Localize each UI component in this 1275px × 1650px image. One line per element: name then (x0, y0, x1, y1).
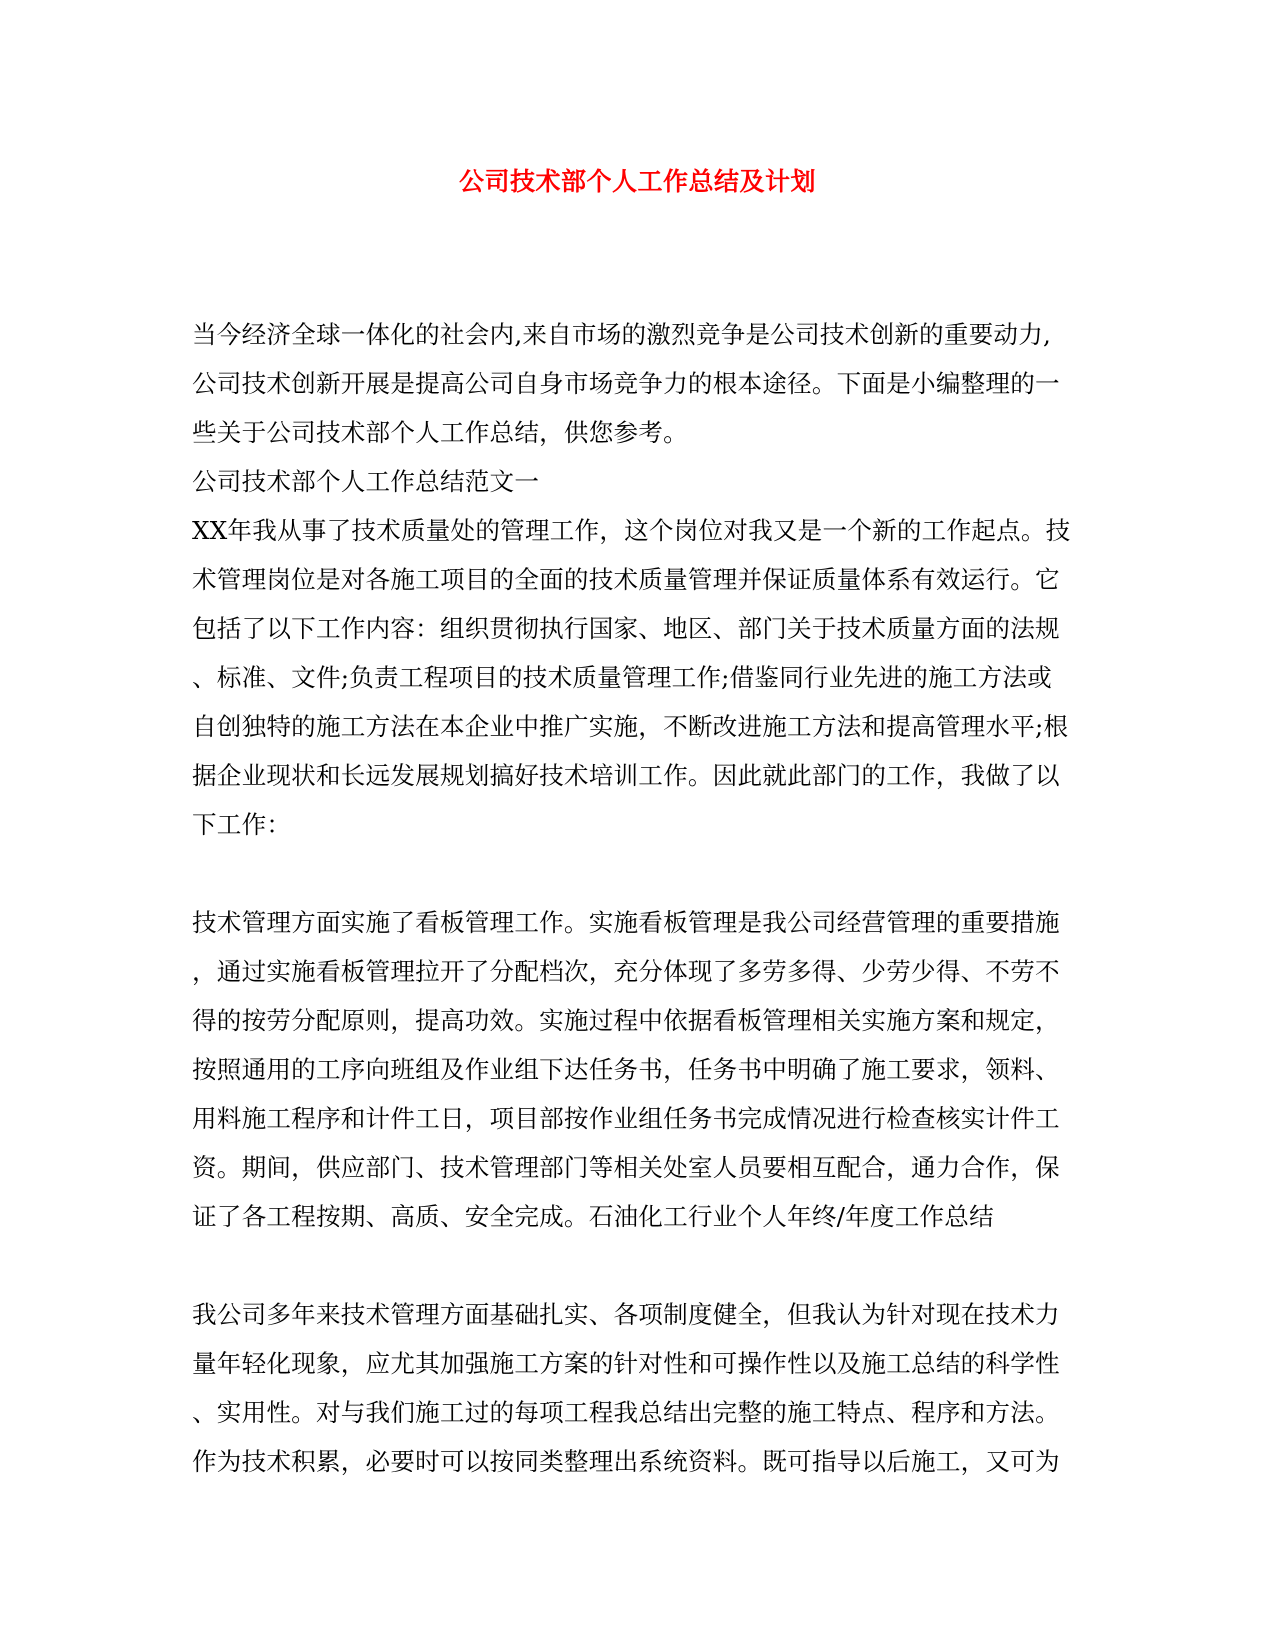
paragraph-work-overview (192, 506, 1080, 849)
text-line: 我公司多年来技术管理方面基础扎实、各项制度健全，但我认为针对现在技术力 (192, 1300, 1060, 1329)
text-line: 术管理岗位是对各施工项目的全面的技术质量管理并保证质量体系有效运行。它 (192, 565, 1060, 594)
section-heading (192, 457, 1080, 506)
paragraph-gap (192, 1241, 1080, 1290)
text-line: 得的按劳分配原则，提高功效。实施过程中依据看板管理相关实施方案和规定， (192, 1006, 1060, 1035)
text-line: 当今经济全球一体化的社会内,来自市场的激烈竞争是公司技术创新的重要动力, (192, 320, 1052, 349)
text-line: 下工作： (192, 810, 292, 839)
text-line: 些关于公司技术部个人工作总结，供您参考。 (192, 418, 688, 447)
text-line: 按照通用的工序向班组及作业组下达任务书，任务书中明确了施工要求，领料、 (192, 1055, 1060, 1084)
text-line: 公司技术部个人工作总结范文一 (192, 467, 540, 496)
text-line: 用料施工程序和计件工日，项目部按作业组任务书完成情况进行检查核实计件工 (192, 1104, 1060, 1133)
text-line: 、实用性。对与我们施工过的每项工程我总结出完整的施工特点、程序和方法。 (192, 1398, 1060, 1427)
text-line: 量年轻化现象，应尤其加强施工方案的针对性和可操作性以及施工总结的科学性 (192, 1349, 1060, 1378)
text-line: 据企业现状和长远发展规划搞好技术培训工作。因此就此部门的工作，我做了以 (192, 761, 1060, 790)
paragraph-technical-management (192, 1290, 1080, 1486)
text-line: 、标准、文件;负责工程项目的技术质量管理工作;借鉴同行业先进的施工方法或 (192, 663, 1052, 692)
paragraph-gap (192, 849, 1080, 898)
text-line: 技术管理方面实施了看板管理工作。实施看板管理是我公司经营管理的重要措施 (192, 908, 1060, 937)
text-line: 自创独特的施工方法在本企业中推广实施，不断改进施工方法和提高管理水平;根 (192, 712, 1069, 741)
paragraph-intro (192, 310, 1080, 457)
text-line: ，通过实施看板管理拉开了分配档次，充分体现了多劳多得、少劳少得、不劳不 (192, 957, 1060, 986)
text-line: 作为技术积累，必要时可以按同类整理出系统资料。既可指导以后施工，又可为 (192, 1447, 1060, 1476)
text-line: XX年我从事了技术质量处的管理工作，这个岗位对我又是一个新的工作起点。技 (192, 516, 1071, 545)
document-title: 公司技术部个人工作总结及计划 (458, 167, 816, 196)
document-body (192, 310, 1080, 1486)
text-line: 公司技术创新开展是提高公司自身市场竞争力的根本途径。下面是小编整理的一 (192, 369, 1060, 398)
text-line: 资。期间，供应部门、技术管理部门等相关处室人员要相互配合，通力合作，保 (192, 1153, 1060, 1182)
paragraph-kanban (192, 898, 1080, 1241)
text-line: 包括了以下工作内容：组织贯彻执行国家、地区、部门关于技术质量方面的法规 (192, 614, 1060, 643)
text-line: 证了各工程按期、高质、安全完成。石油化工行业个人年终/年度工作总结 (192, 1202, 994, 1231)
